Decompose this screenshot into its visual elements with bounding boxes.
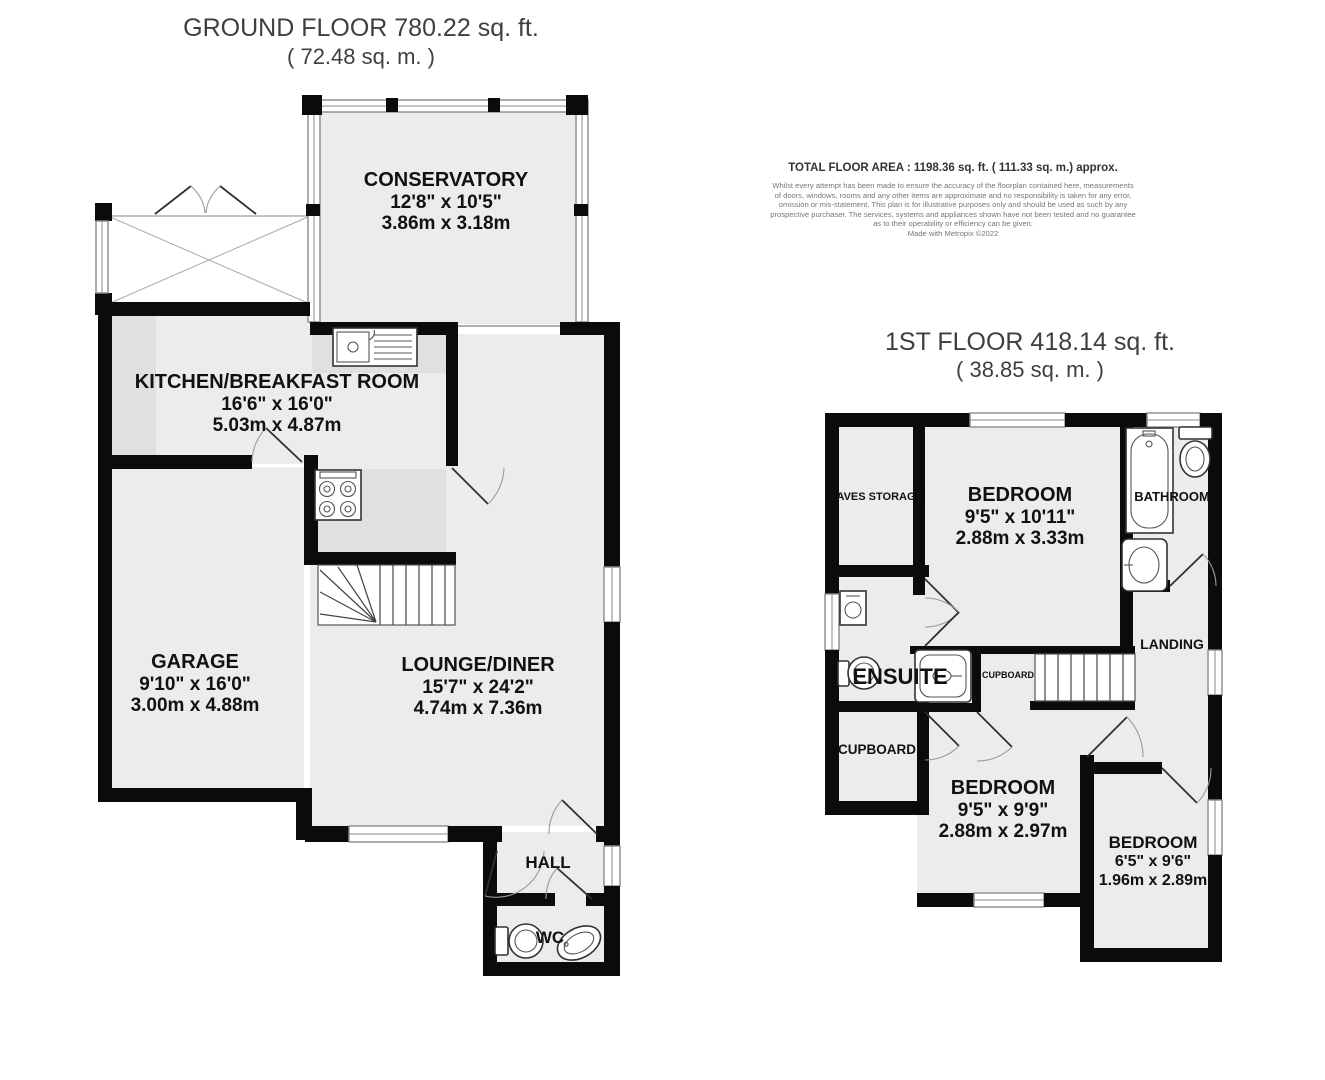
first-floor-area	[1133, 700, 1208, 762]
wall	[98, 302, 310, 316]
wall	[98, 788, 310, 802]
stairs-outline	[318, 565, 455, 625]
porch-door-arc	[206, 186, 220, 213]
kitchen-sink-unit	[333, 328, 417, 366]
room-label-wc: WC	[535, 928, 565, 947]
disclaimer-text: Whilst every attempt has been made to ensure the accuracy of the floorplan contained here, measurements of doors, windows, rooms and any other items are approximate and no responsibility is taken for any error, omission or mis-statement. This plan is for illustrative purposes only and should be used as such by any prospective purchaser. The services, systems and appliances shown have not been tested and no guarantee as to their operability or efficiency can be given. Made with Metropix ©2022	[743, 181, 1163, 239]
ground-floor-subtitle: ( 72.48 sq. m. )	[287, 44, 435, 69]
wall	[98, 455, 252, 469]
conservatory-mullion	[574, 204, 588, 216]
room-label-conservatory: CONSERVATORY 12'8" x 10'5" 3.86m x 3.18m	[363, 169, 529, 235]
first-floor-title: 1ST FLOOR 418.14 sq. ft.	[885, 328, 1175, 356]
ground-stairs	[318, 565, 455, 625]
wall	[604, 828, 620, 846]
wall	[305, 826, 349, 842]
wall	[917, 893, 974, 907]
conservatory-corner	[566, 95, 588, 115]
wall	[1030, 646, 1135, 654]
wall	[1208, 695, 1222, 800]
room-label-landing: LANDING	[1140, 636, 1204, 652]
wall	[981, 646, 1035, 654]
wall	[839, 701, 919, 712]
kitchen-door-gap	[446, 466, 458, 565]
wall	[1044, 893, 1094, 907]
conservatory-mullion	[306, 204, 320, 216]
wall	[604, 886, 620, 976]
wall	[304, 552, 456, 565]
ground-floor-title: GROUND FLOOR 780.22 sq. ft.	[183, 14, 539, 42]
wall	[1080, 948, 1222, 962]
wall	[825, 650, 839, 815]
wall	[604, 622, 620, 828]
wall	[604, 322, 620, 567]
bathroom-toilet-cistern	[1179, 427, 1212, 439]
wall	[560, 322, 606, 335]
first-floor-subtitle: ( 38.85 sq. m. )	[956, 357, 1104, 382]
room-label-bedroom1: BEDROOM 9'5" x 10'11" 2.88m x 3.33m	[955, 484, 1085, 550]
porch-door-leaf	[155, 186, 191, 214]
wall	[1082, 762, 1162, 774]
room-label-garage: GARAGE 9'10" x 16'0" 3.00m x 4.88m	[130, 651, 260, 717]
room-label-ensuite: ENSUITE	[852, 664, 948, 689]
first-stairs	[1035, 654, 1135, 701]
conservatory-corner	[302, 95, 322, 115]
total-floor-area: TOTAL FLOOR AREA : 1198.36 sq. ft. ( 111.33 sq. m.) approx.	[788, 162, 1118, 174]
metropix-credit: Made with Metropix ©2022	[907, 228, 999, 238]
garage-floor	[110, 467, 304, 790]
wall	[483, 962, 620, 976]
wall	[1120, 592, 1133, 654]
room-label-bedroom3: BEDROOM 6'5" x 9'6" 1.96m x 2.89m	[1098, 833, 1208, 889]
wall	[910, 703, 980, 712]
wall	[972, 646, 981, 712]
wall	[825, 413, 970, 427]
bathroom-toilet-bowl	[1180, 441, 1210, 477]
room-label-eaves-storage: EAVES STORAGE	[829, 491, 923, 503]
wall	[446, 322, 458, 466]
stairs-outline	[1035, 654, 1135, 701]
toilet-cistern	[495, 927, 508, 955]
room-label-bedroom2: BEDROOM 9'5" x 9'9" 2.88m x 2.97m	[938, 777, 1068, 843]
wall	[98, 300, 112, 802]
kitchen-hob	[315, 470, 361, 520]
wall	[1030, 701, 1135, 710]
wall	[1208, 413, 1222, 650]
wall	[1065, 413, 1147, 427]
room-label-cupboard: CUPBOARD	[837, 742, 916, 757]
room-label-kitchen: KITCHEN/BREAKFAST ROOM 16'6" x 16'0" 5.03m x 4.87m	[134, 371, 420, 437]
room-label-hall: HALL	[525, 853, 571, 872]
wall	[825, 565, 929, 577]
wall	[913, 577, 925, 595]
porch-corner-block	[95, 203, 112, 221]
room-label-lounge: LOUNGE/DINER 15'7" x 24'2" 4.74m x 7.36m	[401, 654, 555, 720]
room-label-bathroom: BATHROOM	[1134, 489, 1210, 504]
conservatory-mullion	[488, 98, 500, 112]
room-label-cupboard-small: CUPBOARD	[981, 670, 1034, 680]
conservatory-mullion	[386, 98, 398, 112]
porch-door-arc	[191, 186, 205, 213]
porch-canopy	[95, 186, 310, 315]
porch-door-leaf	[220, 186, 256, 214]
